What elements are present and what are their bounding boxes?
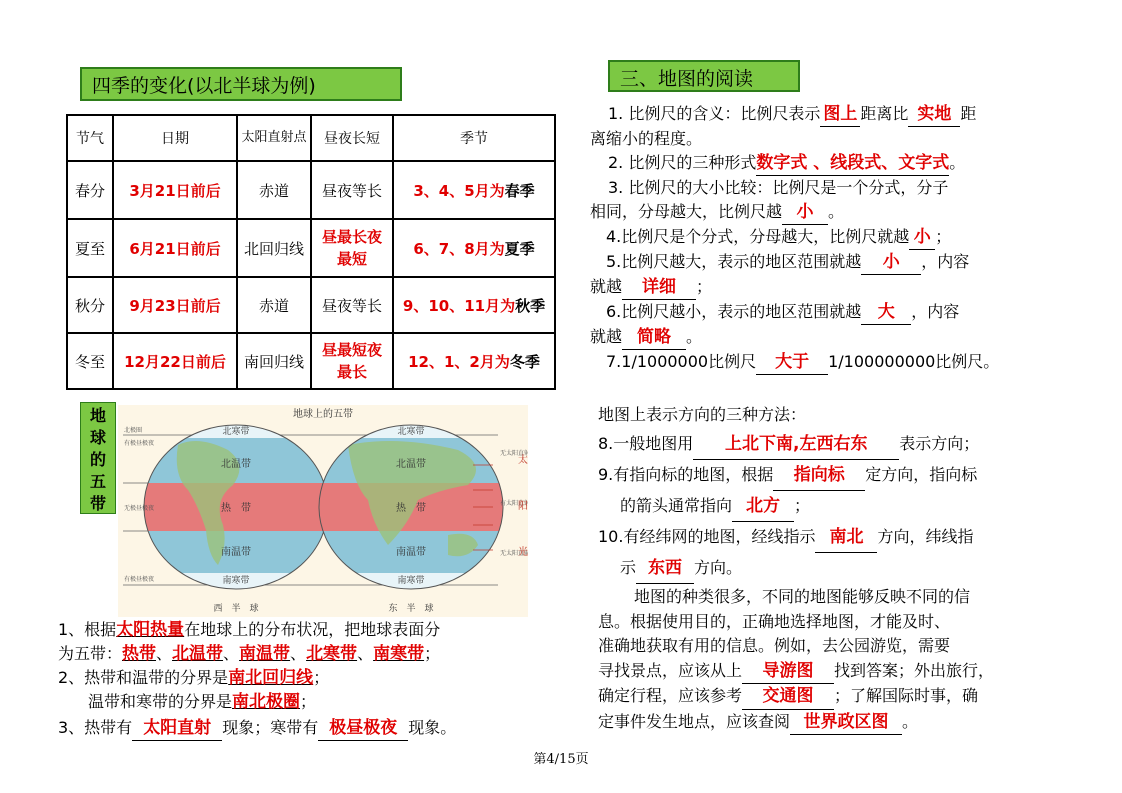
text: 3、热带有 [58,718,133,737]
text: 的箭头通常指向 [620,496,733,515]
header-term: 节气 [67,115,113,161]
text: 定事件发生地点，应该查阅 [598,711,791,731]
direction-items: 地图上表示方向的三种方法： 8.一般地图用 上北下南,左西右东 表示方向； 9.有指向标的地图，根据 指向标 定方向，指向标 的箭头通常指向 北方 ； 10.有经纬网的地图，经线指示 南北 方向，纬线指 示 东西 方向。 [598,400,979,584]
answer: 太阳直射 [143,718,212,738]
answer: 南北极圈 [232,692,301,712]
text: 2. 比例尺的三种形式 [608,153,757,172]
text: 就越 [590,327,623,346]
table-header-row [67,115,555,161]
text: ；了解国际时事，确 [834,686,979,705]
text: ，内容 [921,252,970,271]
map-line-label: 无太阳直射 [500,550,528,557]
text: 现象。 [408,718,457,737]
five-zones-map-svg [118,405,528,617]
text: 找到答案；外出旅行， [834,660,995,680]
text: 就越 [590,277,623,296]
answer: 简略 [637,327,672,347]
text: 为五带： [58,644,123,663]
cell-daynight: 昼夜等长 [311,161,393,219]
map-side-char: 太 [518,455,528,466]
text: 定方向，指向标 [865,465,978,484]
table-row [67,219,555,277]
answer: 大于 [775,352,810,372]
answer: 北方 [746,496,781,516]
answer: 南温带 [239,644,291,664]
season-name: 夏季 [504,239,535,258]
answer: 小 [796,202,814,222]
map-line-label: 北极圈 [124,427,143,434]
answer: 图上 [823,104,858,124]
season-months: 6、7、8月为 [413,239,505,258]
zones-label-char: 的 [89,450,106,469]
seasons-table [66,114,556,390]
scale-items: 1. 比例尺的含义：比例尺表示 图上 距离比 实地 距 离缩小的程度。 2. 比例尺的三种形式数字式 、线段式、文字式。 3. 比例尺的大小比较：比例尺是一个分式，分子 相同，分母越大，比例尺越 小 。 4.比例尺是个分式，分母越大，比例尺就越 小 ； 5.比例尺越大，表示的地区范围就越 小 ，内容 就越 详细 ； 6.比例尺越小，表示的地区范围就越 大 ，内容 就越 简略 。 7.1/1000000比例尺 大于 1/100000000比例尺。 [590,102,999,375]
cell-point: 南回归线 [237,333,311,389]
text: ，内容 [911,302,960,321]
text: 8.一般地图用 [598,434,694,453]
cell-point: 北回归线 [237,219,311,277]
cell-date: 3月21日前后 [113,161,237,219]
answer: 太阳热量 [116,620,185,640]
map-side-char: 阳 [518,501,528,512]
map-zone-label: 南寒带 [397,576,425,586]
text: 方向，纬线指 [877,527,974,546]
map-line-label: 有太阳直射 [500,500,528,507]
answer: 数字式 、线段式、文字式 [756,153,950,173]
map-zone-label: 热 带 [221,503,251,514]
cell-term: 春分 [67,161,113,219]
answer: 小 [913,227,931,247]
cell-season [393,333,555,389]
cell-term: 秋分 [67,277,113,333]
season-name: 春季 [504,181,535,200]
cell-daynight: 昼夜等长 [311,277,393,333]
cell-term: 冬至 [67,333,113,389]
cell-date: 6月21日前后 [113,219,237,277]
text: 距离比 [860,104,909,123]
text: 5.比例尺越大，表示的地区范围就越 [606,252,862,271]
text: 方向。 [694,558,743,577]
map-west-label: 西 半 球 [213,604,259,614]
text: 1/100000000比例尺。 [828,352,1000,371]
text: 在地球上的分布状况，把地球表面分 [184,620,441,639]
answer: 上北下南,左西右东 [725,434,868,454]
text: 10.有经纬网的地图，经线指示 [598,527,816,546]
map-line-label: 无极昼极夜 [124,505,155,512]
map-zone-label: 北寒带 [397,427,425,437]
map-east-label: 东 半 球 [388,604,434,614]
answer: 南北回归线 [228,668,314,688]
cell-daynight: 昼最短夜最长 [311,333,393,389]
text: 寻找景点，应该从上 [598,660,743,680]
header-point: 太阳直射点 [237,115,311,161]
table-row [67,277,555,333]
answer: 导游图 [762,660,814,681]
cell-term: 夏至 [67,219,113,277]
text: 3. 比例尺的大小比较：比例尺是一个分式，分子 [608,178,949,197]
cell-date: 9月23日前后 [113,277,237,333]
answer: 世界政区图 [803,711,889,732]
answer: 实地 [917,104,952,124]
question-1: 1、根据太阳热量在地球上的分布状况，把地球表面分 为五带：热带、北温带、南温带、北寒带、南寒带； [58,620,441,664]
answer: 指向标 [793,465,845,485]
season-months: 9、10、11月为 [402,296,516,315]
text: 现象；寒带有 [222,718,319,737]
map-line-label: 有极昼极夜 [124,440,155,447]
answer: 详细 [642,277,677,297]
answer: 热带 [122,644,157,664]
text: 确定行程，应该参考 [598,686,743,705]
answer: 北温带 [172,644,224,664]
text: 9.有指向标的地图，根据 [598,465,774,484]
five-zones-label [80,402,116,514]
text: 1. 比例尺的含义：比例尺表示 [608,104,821,123]
map-line-label: 有极昼极夜 [124,576,155,583]
text: 地图的种类很多，不同的地图能够反映不同的信 [634,587,971,606]
cell-season [393,277,555,333]
answer: 南寒带 [373,644,425,664]
map-zone-label: 北温带 [396,459,426,470]
map-zone-label: 北温带 [221,459,251,470]
season-name: 冬季 [509,352,540,371]
answer: 北寒带 [306,644,358,664]
map-zone-label: 热 带 [396,503,426,514]
season-name: 秋季 [515,296,546,315]
question-3 [58,716,456,741]
map-zone-label: 南温带 [221,547,251,558]
page-number: 第4/15页 [533,752,589,767]
season-months: 3、4、5月为 [413,181,505,200]
text: 6.比例尺越小，表示的地区范围就越 [606,302,862,321]
map-types-paragraph: 地图的种类很多，不同的地图能够反映不同的信 息。根据使用目的，正确地选择地图，才能及时、 准确地获取有用的信息。例如，去公园游览，需要 寻找景点，应该从上 导游图 找到答案；外出旅行， 确定行程，应该参考 交通图 ；了解国际时事，确 定事件发生地点，应该查阅 世界政区图 。 [598,585,994,735]
zones-label-char: 球 [89,428,106,447]
five-zones-map [118,405,528,617]
cell-point: 赤道 [237,277,311,333]
text: 地图上表示方向的三种方法： [598,405,807,424]
cell-daynight: 昼最长夜最短 [311,219,393,277]
cell-season [393,219,555,277]
answer: 大 [877,302,895,322]
zones-label-char: 地 [89,406,106,425]
text: 4.比例尺是个分式，分母越大，比例尺就越 [606,227,910,246]
cell-date: 12月22日前后 [113,333,237,389]
text: 相同，分母越大，比例尺越 [590,202,783,221]
table-row [67,333,555,389]
section-title-map-reading: 三、地图的阅读 [608,60,800,92]
text: 1、根据 [58,620,117,639]
map-title: 地球上的五带 [293,409,353,420]
season-months: 12、1、2月为 [408,352,510,371]
zones-label-char: 五 [89,472,106,491]
header-daynight: 昼夜长短 [311,115,393,161]
text: 离缩小的程度。 [590,129,703,148]
cell-point: 赤道 [237,161,311,219]
question-2: 2、热带和温带的分界是南北回归线； 温带和寒带的分界是南北极圈； [58,668,330,712]
table-row [67,161,555,219]
cell-season [393,161,555,219]
text: 示 [620,558,637,577]
answer: 东西 [648,558,683,578]
text: 准确地获取有用的信息。例如，去公园游览，需要 [598,636,951,655]
answer: 小 [882,252,900,272]
header-date: 日期 [113,115,237,161]
map-line-label: 无太阳直射 [500,450,528,457]
answer: 南北 [829,527,864,547]
map-zone-label: 南温带 [396,547,426,558]
header-season: 季节 [393,115,555,161]
map-zone-label: 北寒带 [222,427,250,437]
answer: 交通图 [762,686,814,706]
text: 2、热带和温带的分界是 [58,668,229,687]
section-title-seasons: 四季的变化(以北半球为例) [80,67,402,101]
text: 息。根据使用目的，正确地选择地图，才能及时、 [598,611,951,631]
text: 7.1/1000000比例尺 [606,352,757,371]
zones-label-char: 带 [89,494,106,513]
text: 表示方向； [899,434,980,453]
map-side-char: 光 [518,547,528,558]
text: 温带和寒带的分界是 [88,692,233,711]
text: 距 [960,104,977,123]
map-zone-label: 南寒带 [222,576,250,586]
answer: 极昼极夜 [329,718,398,738]
